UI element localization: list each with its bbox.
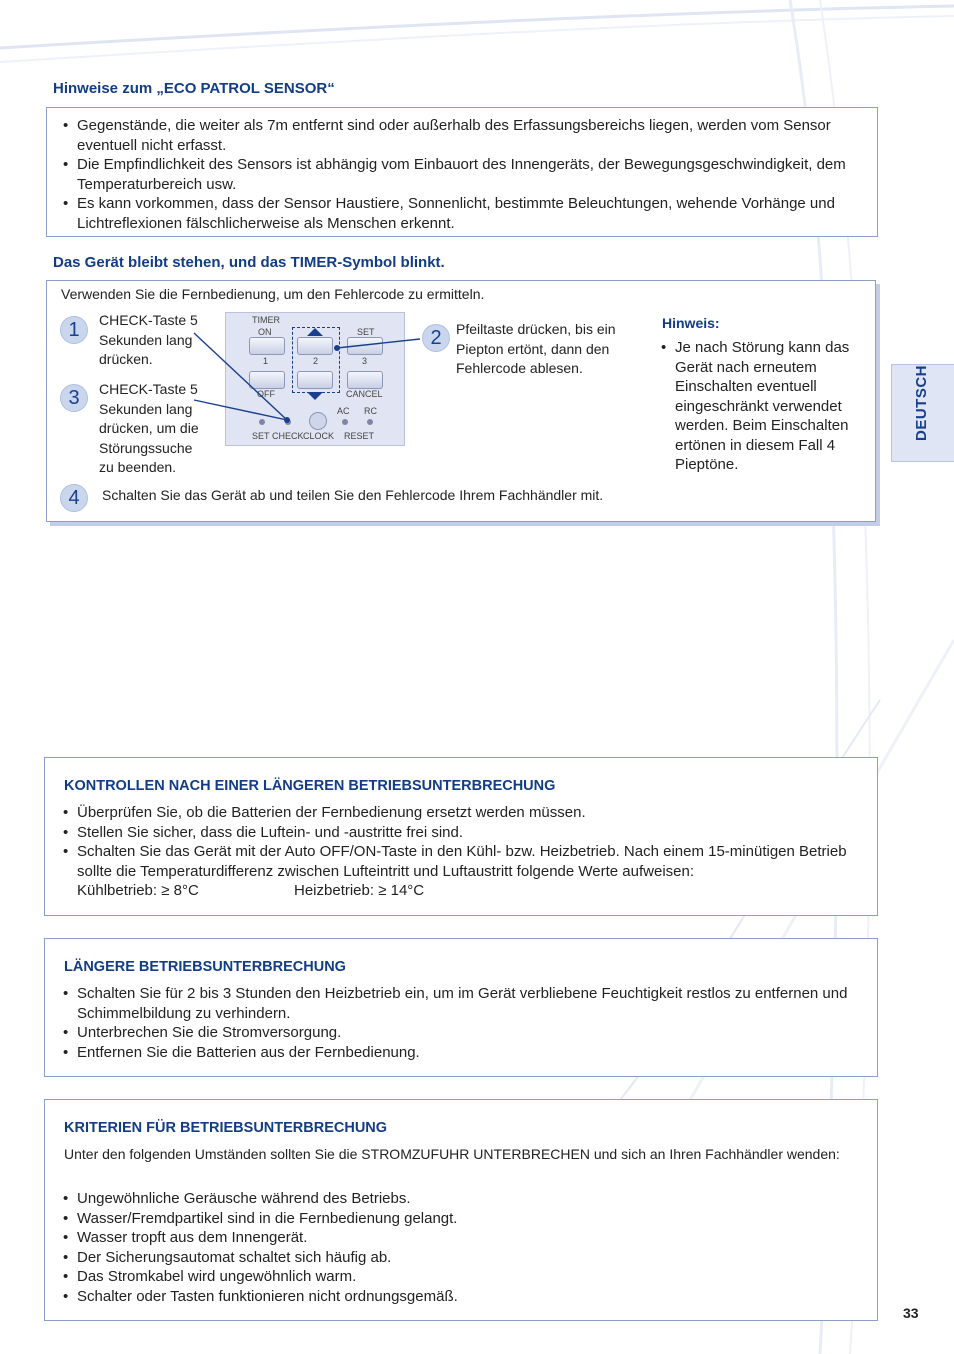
remote-ac-label: AC: [337, 406, 350, 416]
step-1-title: CHECK-Taste 5: [99, 312, 198, 328]
language-tab-label: DEUTSCH: [913, 364, 930, 441]
kriterien-item: • Ungewöhnliche Geräusche während des Betriebs.: [55, 1189, 855, 1209]
kriterien-item: • Wasser/Fremdpartikel sind in die Fernbedienung gelangt.: [55, 1209, 855, 1229]
note-list: [653, 338, 853, 475]
kriterien-item: • Wasser tropft aus dem Innengerät.: [55, 1228, 855, 1248]
cooling-value: Kühlbetrieb: ≥ 8°C: [77, 882, 199, 899]
eco-item: • Gegenstände, die weiter als 7m entfernt sind oder außerhalb des Erfassungsbereichs liegen, werden vom Sensor eventuell nicht erfasst.: [55, 116, 855, 155]
kriterien-item: • Der Sicherungsautomat schaltet sich häufig ab.: [55, 1248, 855, 1268]
laengere-list: [55, 984, 855, 1062]
kriterien-box: [44, 1099, 878, 1321]
laengere-box: [44, 938, 878, 1077]
remote-label-1: 1: [263, 356, 269, 366]
remote-clock-label: CLOCK: [303, 431, 335, 441]
kontrollen-list: [55, 803, 855, 901]
step-number-2: 2: [422, 324, 450, 352]
kontrollen-box: [44, 757, 878, 916]
eco-item: • Es kann vorkommen, dass der Sensor Haustiere, Sonnenlicht, bestimmte Beleuchtungen, wehende Vorhänge und Lichtreflexionen fälschlicherweise als Menschen erkennt.: [55, 194, 855, 233]
language-tab: [891, 364, 954, 462]
note-title: Hinweis:: [662, 315, 720, 331]
remote-rc-label: RC: [364, 406, 377, 416]
step-3-text: Sekunden lang drücken, um die Störungssuche zu beenden.: [99, 400, 199, 475]
kriterien-list: [55, 1189, 855, 1306]
laengere-item: • Schalten Sie für 2 bis 3 Stunden den Heizbetrieb ein, um im Gerät verbliebene Feuchtigkeit restlos zu entfernen und Schimmelbildung zu verhindern.: [55, 984, 855, 1023]
kontrollen-item: [55, 842, 855, 901]
remote-set-label: SET: [357, 327, 375, 337]
kontrollen-item: • Überprüfen Sie, ob die Batterien der Fernbedienung ersetzt werden müssen.: [55, 803, 855, 823]
step-number-4: 4: [60, 484, 88, 512]
kriterien-heading: KRITERIEN FÜR BETRIEBSUNTERBRECHUNG: [64, 1120, 388, 1136]
step-number-1: 1: [60, 316, 88, 344]
timer-heading: Das Gerät bleibt stehen, und das TIMER-Symbol blinkt.: [53, 254, 445, 271]
page-number: 33: [903, 1305, 919, 1321]
remote-timer-label: TIMER: [252, 315, 280, 325]
remote-label-3: 3: [362, 356, 368, 366]
eco-heading: Hinweise zum „ECO PATROL SENSOR“: [53, 80, 335, 97]
remote-check-label: CHECK: [272, 431, 304, 441]
kontrollen-heading: KONTROLLEN NACH EINER LÄNGEREN BETRIEBSUNTERBRECHUNG: [64, 778, 556, 794]
remote-reset-label: RESET: [344, 431, 375, 441]
step-1-text: Sekunden lang drücken.: [99, 331, 193, 367]
step-2-text: Pfeiltaste drücken, bis ein Piepton ertönt, dann den Fehlercode ablesen.: [456, 321, 616, 376]
remote-on-label: ON: [258, 327, 272, 337]
step-3-title: CHECK-Taste 5: [99, 381, 198, 397]
step-4-text: Schalten Sie das Gerät ab und teilen Sie den Fehlercode Ihrem Fachhändler mit.: [102, 487, 604, 503]
laengere-item: • Entfernen Sie die Batterien aus der Fernbedienung.: [55, 1043, 855, 1063]
remote-cancel-label: CANCEL: [346, 389, 383, 399]
remote-bset-label: SET: [252, 431, 270, 441]
note-item: • Je nach Störung kann das Gerät nach erneutem Einschalten eventuell eingeschränkt verwendet werden. Beim Einschalten ertönen in diesem Fall 4 Pieptöne.: [653, 338, 853, 475]
laengere-item: • Unterbrechen Sie die Stromversorgung.: [55, 1023, 855, 1043]
heating-value: Heizbetrieb: ≥ 14°C: [294, 882, 425, 899]
kriterien-item: • Schalter oder Tasten funktionieren nicht ordnungsgemäß.: [55, 1287, 855, 1307]
step-number-3: 3: [60, 384, 88, 412]
remote-label-2: 2: [313, 356, 319, 366]
kontrollen-item-text: Schalten Sie das Gerät mit der Auto OFF/ON-Taste in den Kühl- bzw. Heizbetrieb. Nach einem 15-minütigen Betrieb sollte die Temperaturdifferenz zwischen Lufteintritt und Luftaustritt folgende Werte aufweisen:: [77, 843, 847, 880]
laengere-heading: LÄNGERE BETRIEBSUNTERBRECHUNG: [64, 959, 346, 975]
kontrollen-item: • Stellen Sie sicher, dass die Luftein- und -austritte frei sind.: [55, 823, 855, 843]
eco-item: • Die Empfindlichkeit des Sensors ist abhängig vom Einbauort des Innengeräts, der Bewegungsgeschwindigkeit, dem Temperaturbereich usw.: [55, 155, 855, 194]
kriterien-item: • Das Stromkabel wird ungewöhnlich warm.: [55, 1267, 855, 1287]
kriterien-intro: Unter den folgenden Umständen sollten Sie die STROMZUFUHR UNTERBRECHEN und sich an Ihren Fachhändler wenden:: [64, 1146, 840, 1162]
timer-intro: Verwenden Sie die Fernbedienung, um den Fehlercode zu ermitteln.: [61, 286, 485, 302]
remote-off-label: OFF: [257, 389, 275, 399]
